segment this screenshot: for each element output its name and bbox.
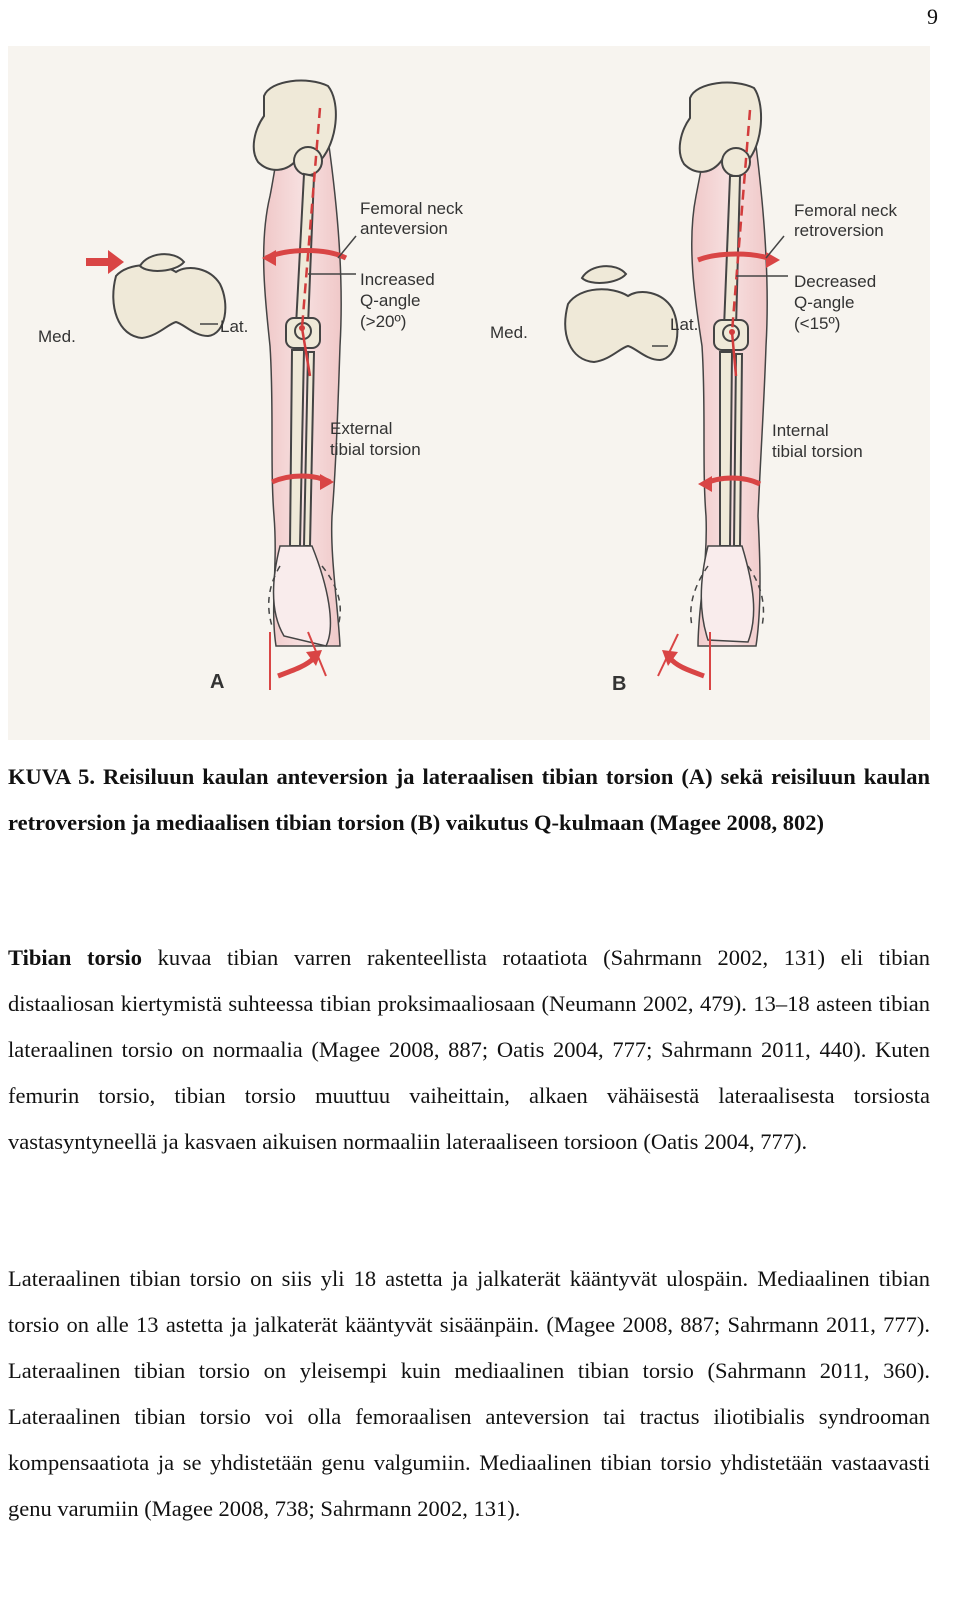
pointer-line-1-b: [766, 236, 784, 258]
figure-illustration: [8, 46, 930, 740]
q-axis-point-b: [729, 329, 735, 335]
patella-cross-section-b: [582, 266, 626, 283]
term-tibian-torsio: Tibian torsio: [8, 945, 143, 970]
foot-b: [701, 546, 753, 642]
patella-cross-section-a: [140, 254, 184, 271]
knee-cross-section-a: [113, 265, 225, 338]
label-external-tibial-torsion-2: tibial torsion: [330, 440, 421, 459]
label-decreased-q-angle-2: Q-angle: [794, 293, 855, 312]
figure-q-angle-torsion: [8, 46, 930, 740]
knee-cross-section-b: [565, 289, 677, 362]
label-internal-tibial-torsion-2: tibial torsion: [772, 442, 863, 461]
label-decreased-q-angle-1: Decreased: [794, 272, 877, 291]
label-lat-a: Lat.: [220, 317, 249, 336]
label-femoral-neck-anteversion-2: anteversion: [360, 219, 448, 238]
label-decreased-q-angle-3: (<15º): [794, 314, 841, 333]
label-med-a: Med.: [38, 327, 76, 346]
panel-letter-a: A: [210, 671, 225, 693]
page-number: 9: [927, 4, 938, 29]
foot-rotation-arrow-b: [670, 658, 704, 676]
femoral-head-a: [294, 147, 322, 175]
panel-a: [38, 81, 463, 693]
panel-letter-b: B: [612, 673, 627, 695]
tibia-b: [720, 352, 732, 546]
label-internal-tibial-torsion-1: Internal: [772, 421, 829, 440]
label-femoral-neck-anteversion-1: Femoral neck: [360, 199, 463, 218]
label-increased-q-angle-3: (>20º): [360, 312, 407, 331]
pointer-line-1-a: [338, 236, 356, 258]
label-femoral-neck-retroversion-1: Femoral neck: [794, 201, 897, 220]
fibula-b: [734, 354, 742, 546]
panel-b: [490, 83, 897, 695]
label-femoral-neck-retroversion-2: retroversion: [794, 221, 884, 240]
label-external-tibial-torsion-1: External: [330, 419, 393, 438]
paragraph-lateral-medial-torsion: Lateraalinen tibian torsio on siis yli 18 astetta ja jalkaterät kääntyvät ulospäin. Mediaalinen tibian torsio on alle 13 astetta ja jalkaterät kääntyvät sisäänpäin. (Magee 2008, 887; Sahrmann 2011, 777). Lateraalinen tibian torsio on yleisempi kuin mediaalinen tibian torsio (Sahrmann 2011, 360). Lateraalinen tibian torsio voi olla femoraalisen anteversion tai tractus iliotibialis syndrooman kompensaatiota ja se yhdistetään genu valgumiin. Mediaalinen tibian torsio yhdistetään vastaavasti genu varumiin (Magee 2008, 738; Sahrmann 2002, 131).: [8, 1266, 930, 1521]
label-increased-q-angle-1: Increased: [360, 270, 435, 289]
q-axis-point-a: [299, 325, 305, 331]
label-lat-b: Lat.: [670, 315, 699, 334]
paragraph1-text: kuvaa tibian varren rakenteellista rotaatiota (Sahrmann 2002, 131) eli tibian distaaliosan kiertymistä suhteessa tibian proksimaaliosaan (Neumann 2002, 479). 13–18 asteen tibian lateraalinen torsio on normaalia (Magee 2008, 887; Oatis 2004, 777; Sahrmann 2011, 440). Kuten femurin torsio, tibian torsio muuttuu vaiheittain, alkaen vähäisestä lateraalisesta torsiosta vastasyntyneellä ja kasvaen aikuisen normaaliin lateraaliseen torsioon (Oatis 2004, 777).: [8, 945, 931, 1154]
label-med-b: Med.: [490, 323, 528, 342]
figure-caption: KUVA 5. Reisiluun kaulan anteversion ja lateraalisen tibian torsion (A) sekä reisiluun kaulan retroversion ja mediaalisen tibian torsion (B) vaikutus Q-kulmaan (Magee 2008, 802): [8, 764, 930, 835]
paragraph-tibial-torsion: [8, 935, 930, 1165]
foot-rotation-arrow-a: [278, 658, 314, 676]
label-increased-q-angle-2: Q-angle: [360, 291, 421, 310]
patella-shift-arrow-a: [86, 250, 124, 274]
